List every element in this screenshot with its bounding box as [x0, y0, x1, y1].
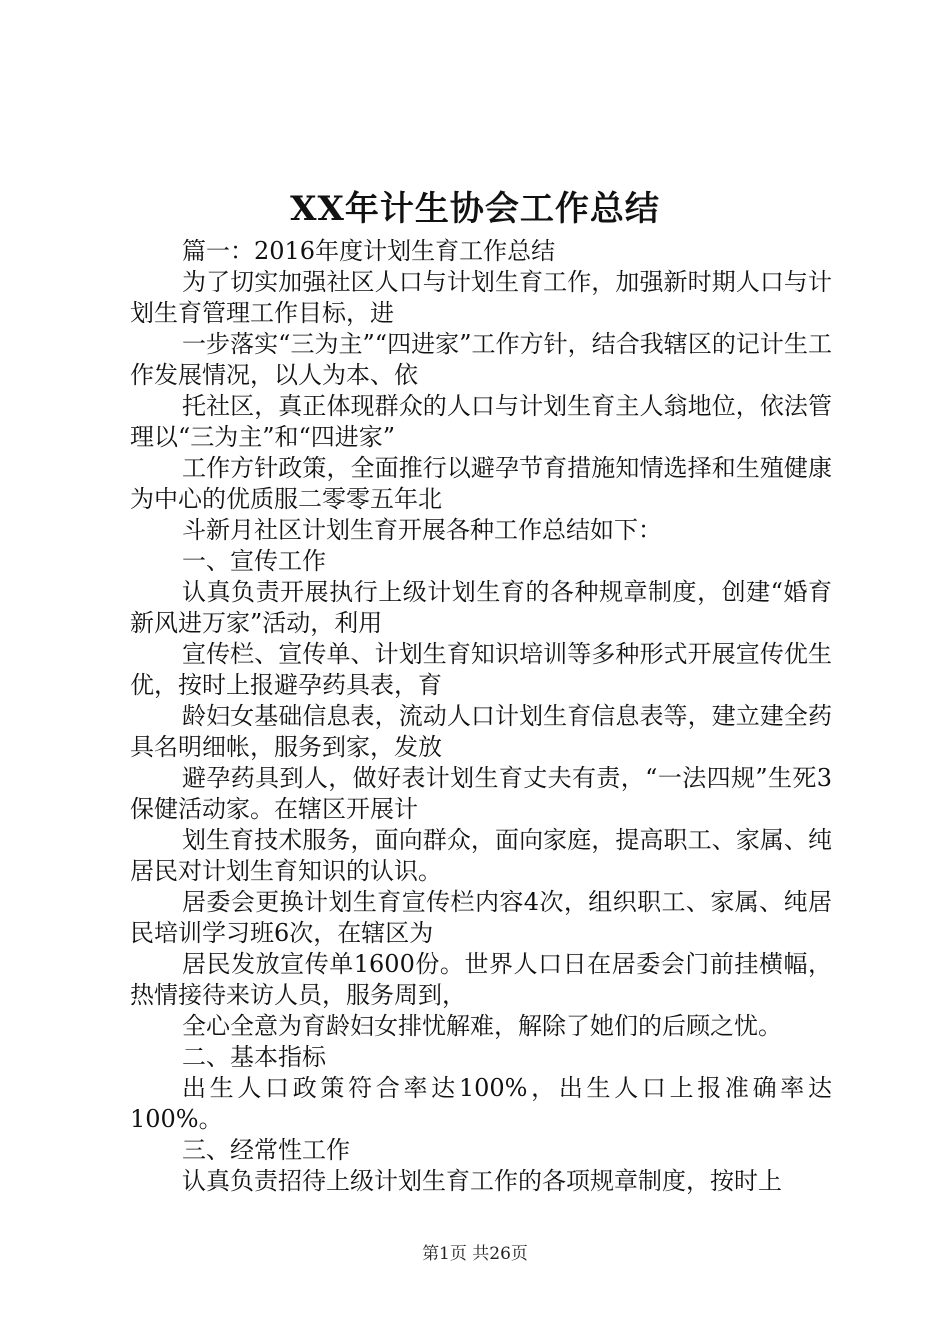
page-number-footer: 第1页 共26页: [422, 1244, 528, 1264]
body-paragraph: 龄妇女基础信息表，流动人口计划生育信息表等，建立建全药具名明细帐，服务到家，发放: [130, 702, 832, 761]
body-paragraph: 为了切实加强社区人口与计划生育工作，加强新时期人口与计划生育管理工作目标，进: [130, 268, 832, 327]
body-paragraph: 居委会更换计划生育宣传栏内容4次，组织职工、家属、纯居民培训学习班6次，在辖区为: [130, 888, 832, 947]
section-heading-indicators: 二、基本指标: [182, 1043, 326, 1071]
body-paragraph: 出生人口政策符合率达100%，出生人口上报准确率达100%。: [130, 1074, 832, 1133]
body-paragraph: 宣传栏、宣传单、计划生育知识培训等多种形式开展宣传优生优，按时上报避孕药具表，育: [130, 640, 832, 699]
section-heading-routine-work: 三、经常性工作: [182, 1136, 350, 1164]
body-paragraph: 避孕药具到人，做好表计划生育丈夫有责，“一法四规”生死3保健活动家。在辖区开展计: [130, 764, 832, 823]
body-paragraph: 全心全意为育龄妇女排忧解难，解除了她们的后顾之忧。: [182, 1012, 782, 1040]
section-heading-publicity: 一、宣传工作: [182, 547, 326, 575]
section-heading-1: 篇一：2016年度计划生育工作总结: [182, 237, 556, 265]
document-body: [130, 236, 832, 1197]
body-paragraph: 一步落实“三为主”“四进家”工作方针，结合我辖区的记计生工作发展情况，以人为本、依: [130, 330, 832, 389]
document-title: XX年计生协会工作总结: [290, 189, 660, 229]
body-paragraph: 斗新月社区计划生育开展各种工作总结如下：: [182, 516, 662, 544]
body-paragraph: 认真负责开展执行上级计划生育的各种规章制度，创建“婚育新风进万家”活动，利用: [130, 578, 832, 637]
body-paragraph: 工作方针政策，全面推行以避孕节育措施知情选择和生殖健康为中心的优质服二零零五年北: [130, 454, 832, 513]
body-paragraph: 托社区，真正体现群众的人口与计划生育主人翁地位，依法管理以“三为主”和“四进家”: [130, 392, 832, 451]
body-paragraph: 认真负责招待上级计划生育工作的各项规章制度，按时上: [182, 1167, 782, 1195]
body-paragraph: 居民发放宣传单1600份。世界人口日在居委会门前挂横幅，热情接待来访人员，服务周到，: [130, 950, 832, 1009]
body-paragraph: 划生育技术服务，面向群众，面向家庭，提高职工、家属、纯居民对计划生育知识的认识。: [130, 826, 832, 885]
